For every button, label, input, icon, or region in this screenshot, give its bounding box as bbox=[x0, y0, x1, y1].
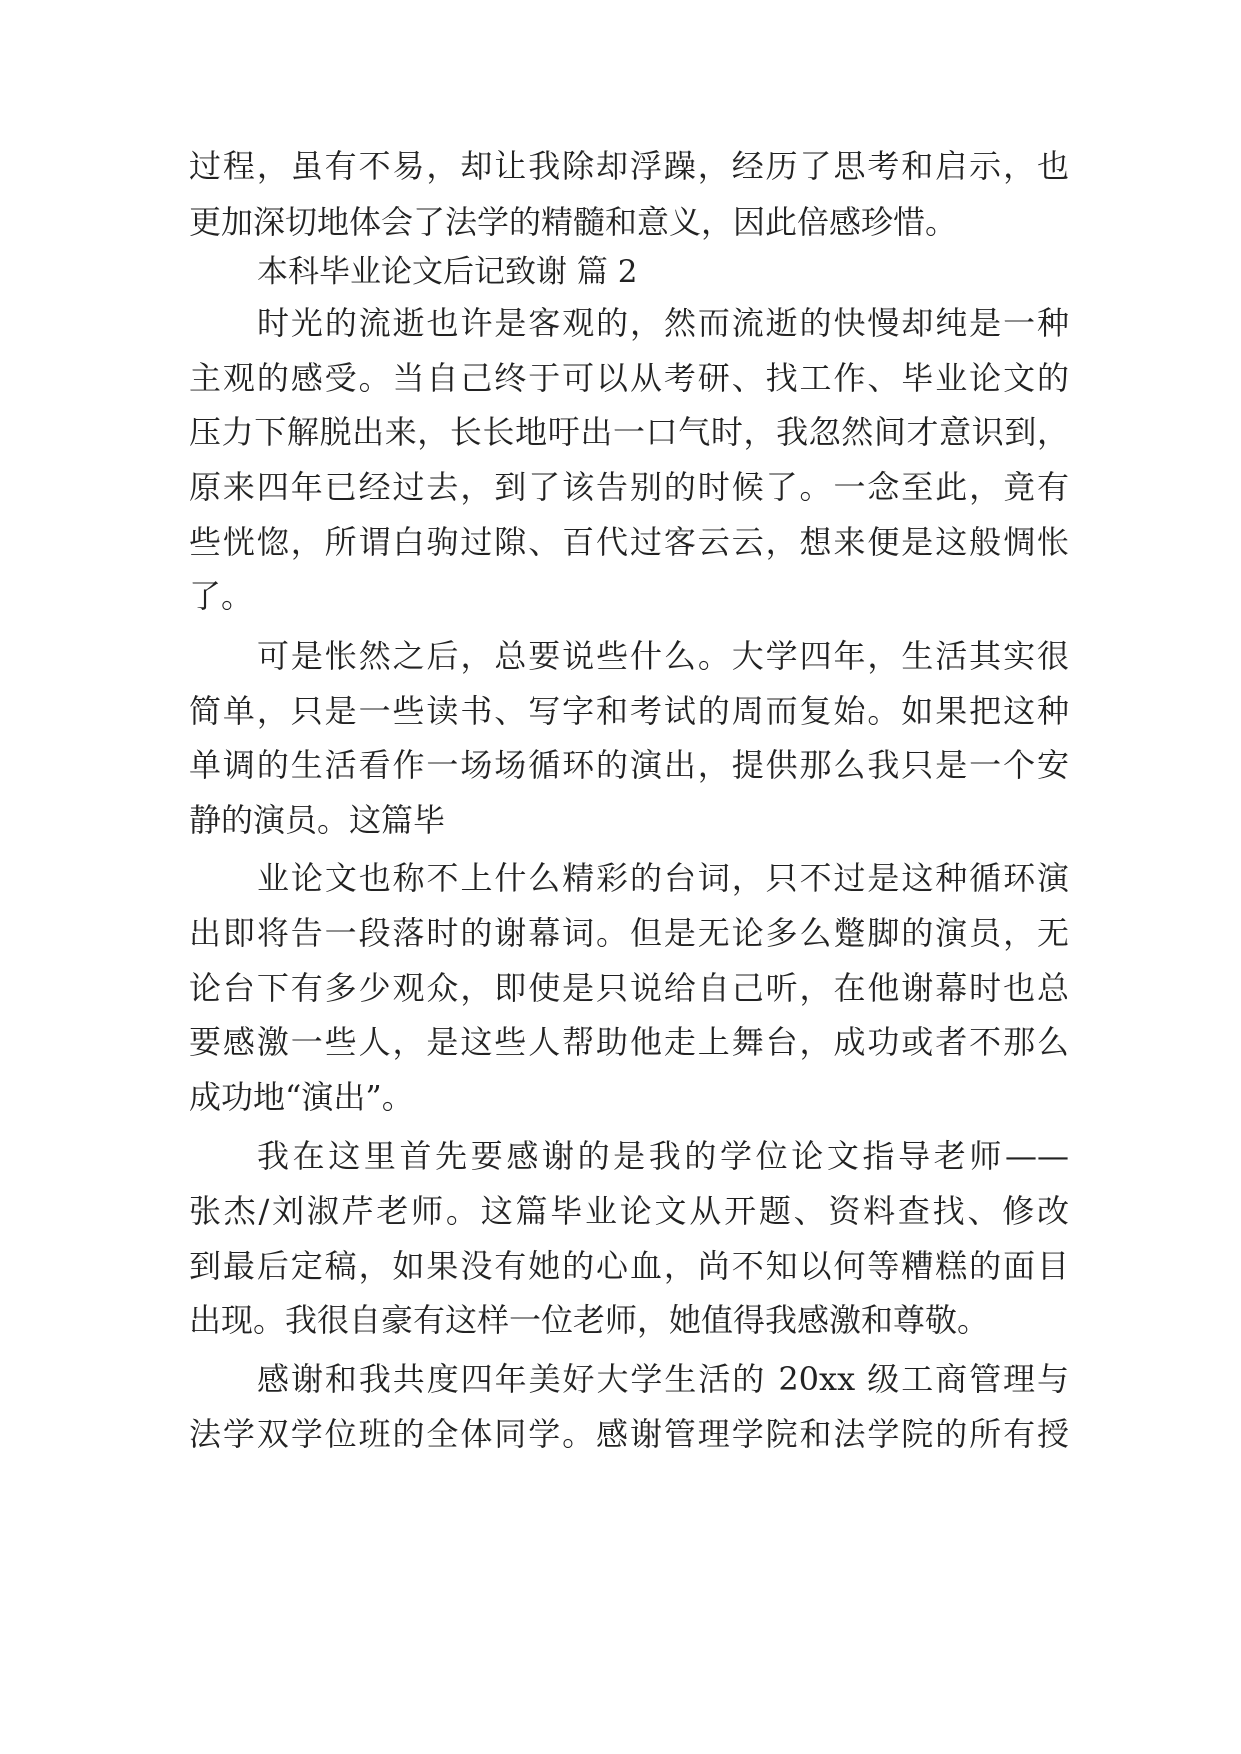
text-line: 时光的流逝也许是客观的，然而流逝的快慢却纯是一种 bbox=[257, 304, 1069, 342]
text-line: 单调的生活看作一场场循环的演出，提供那么我只是一个安 bbox=[189, 746, 1069, 784]
text-line: 些恍惚，所谓白驹过隙、百代过客云云，想来便是这般惆怅 bbox=[189, 523, 1069, 561]
text-line: 过程，虽有不易，却让我除却浮躁，经历了思考和启示，也 bbox=[189, 147, 1069, 185]
text-line: 张杰/刘淑芹老师。这篇毕业论文从开题、资料查找、修改 bbox=[189, 1192, 1069, 1230]
text-line: 简单，只是一些读书、写字和考试的周而复始。如果把这种 bbox=[189, 692, 1069, 730]
text-line: 出现。我很自豪有这样一位老师，她值得我感激和尊敬。 bbox=[189, 1301, 990, 1339]
text-line: 了。 bbox=[189, 577, 254, 615]
section-heading: 本科毕业论文后记致谢 篇 2 bbox=[257, 254, 638, 290]
text-line: 感谢和我共度四年美好大学生活的 20xx 级工商管理与 bbox=[257, 1360, 1069, 1398]
text-line: 静的演员。这篇毕 bbox=[189, 801, 446, 839]
text-line: 原来四年已经过去，到了该告别的时候了。一念至此，竟有 bbox=[189, 468, 1069, 506]
text-line: 出即将告一段落时的谢幕词。但是无论多么蹩脚的演员，无 bbox=[189, 914, 1069, 952]
text-line: 主观的感受。当自己终于可以从考研、找工作、毕业论文的 bbox=[189, 359, 1069, 397]
text-line: 成功地“演出”。 bbox=[189, 1078, 414, 1116]
text-line: 可是怅然之后，总要说些什么。大学四年，生活其实很 bbox=[257, 637, 1069, 675]
text-line: 法学双学位班的全体同学。感谢管理学院和法学院的所有授 bbox=[189, 1415, 1069, 1453]
text-line: 要感激一些人，是这些人帮助他走上舞台，成功或者不那么 bbox=[189, 1023, 1069, 1061]
text-line: 我在这里首先要感谢的是我的学位论文指导老师—— bbox=[257, 1137, 1069, 1175]
text-line: 论台下有多少观众，即使是只说给自己听，在他谢幕时也总 bbox=[189, 969, 1069, 1007]
text-line: 更加深切地体会了法学的精髓和意义，因此倍感珍惜。 bbox=[189, 203, 958, 241]
text-line: 业论文也称不上什么精彩的台词，只不过是这种循环演 bbox=[257, 859, 1069, 897]
text-line: 到最后定稿，如果没有她的心血，尚不知以何等糟糕的面目 bbox=[189, 1247, 1069, 1285]
text-line: 压力下解脱出来，长长地吁出一口气时，我忽然间才意识到， bbox=[189, 413, 1069, 451]
